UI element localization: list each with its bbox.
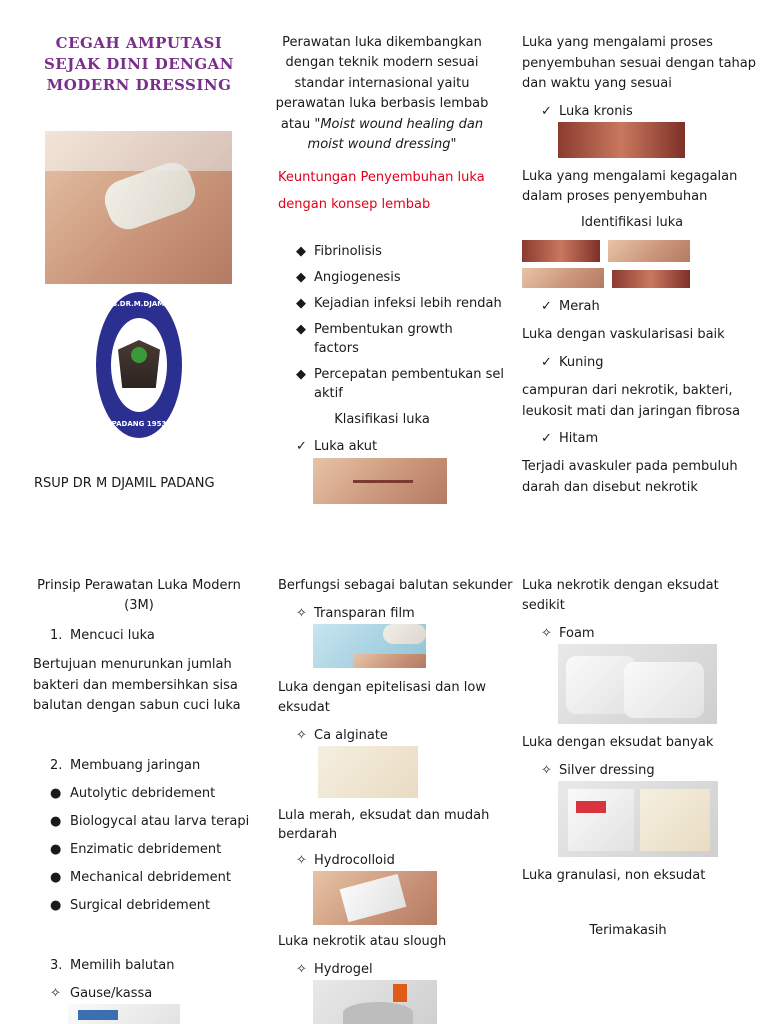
benefit-item: Angiogenesis <box>314 270 401 285</box>
klasifikasi-heading: Klasifikasi luka <box>334 412 430 427</box>
balutan-sekunder: Berfungsi sebagai balutan sekunder <box>278 578 513 593</box>
step1-desc: bakteri dan membersihkan sisa <box>33 678 238 693</box>
benefit-item: Pembentukan growth <box>314 322 453 337</box>
kuning-desc: campuran dari nekrotik, bakteri, <box>522 383 733 398</box>
lula-merah-desc: Lula merah, eksudat dan mudah <box>278 808 490 823</box>
dressing-transparan: Transparan film <box>314 606 415 621</box>
check-icon: ✓ <box>541 299 552 314</box>
logo-text-bottom: PADANG 1953 <box>111 420 167 428</box>
epitel-desc: Luka dengan epitelisasi dan low <box>278 680 486 695</box>
benefit-item: Kejadian infeksi lebih rendah <box>314 296 502 311</box>
step1-desc: Bertujuan menurunkan jumlah <box>33 657 232 672</box>
wound-color-kuning: Kuning <box>559 355 604 370</box>
benefit-item: factors <box>314 341 359 356</box>
intro-line: perawatan luka berbasis lembab <box>275 96 489 111</box>
intro-line: standar internasional yaitu <box>294 76 470 91</box>
dressing-alginate: Ca alginate <box>314 728 388 743</box>
kegagalan-desc: Luka yang mengalami kegagalan <box>522 169 738 184</box>
hydrocolloid-photo <box>313 871 437 925</box>
check-icon: ✓ <box>541 104 552 119</box>
wound-photo-2 <box>608 240 690 262</box>
star-bullet-icon: ✧ <box>296 728 307 743</box>
foam-photo <box>558 644 717 724</box>
debridement-item: Enzimatic debridement <box>70 842 222 857</box>
check-icon: ✓ <box>296 439 307 454</box>
hospital-name: RSUP DR M DJAMIL PADANG <box>34 476 215 491</box>
hydrogel-photo <box>313 980 437 1024</box>
check-icon: ✓ <box>541 431 552 446</box>
silver-dressing-photo <box>558 781 718 857</box>
debridement-item: Autolytic debridement <box>70 786 216 801</box>
star-bullet-icon: ✧ <box>296 962 307 977</box>
proses-desc: Luka yang mengalami proses <box>522 35 713 50</box>
luka-kronis: Luka kronis <box>559 104 633 119</box>
proses-desc: penyembuhan sesuai dengan tahap <box>522 56 757 71</box>
nekrotik-eksudat: Luka nekrotik dengan eksudat <box>522 578 719 593</box>
step-mencuci-luka: Mencuci luka <box>70 628 155 643</box>
kuning-desc: leukosit mati dan jaringan fibrosa <box>522 404 741 419</box>
transparent-film-photo <box>313 624 426 668</box>
lula-merah-desc: berdarah <box>278 827 338 842</box>
debridement-item: Mechanical debridement <box>70 870 231 885</box>
benefit-item: Fibrinolisis <box>314 244 382 259</box>
dot-bullet-icon: ● <box>50 870 62 885</box>
step1-desc: balutan dengan sabun cuci luka <box>33 698 241 713</box>
star-bullet-icon: ✧ <box>541 626 552 641</box>
benefit-item: aktif <box>314 386 343 401</box>
dot-bullet-icon: ● <box>50 814 62 829</box>
wound-care-photo <box>45 131 232 284</box>
wound-photo-1 <box>522 240 600 262</box>
step-memilih-balutan: Memilih balutan <box>70 958 175 973</box>
diamond-bullet-icon: ◆ <box>296 244 306 259</box>
dot-bullet-icon: ● <box>50 898 62 913</box>
dressing-gauze: Gause/kassa <box>70 986 153 1001</box>
hitam-desc: darah dan disebut nekrotik <box>522 480 698 495</box>
proses-desc: dan waktu yang sesuai <box>522 76 672 91</box>
step-number: 2. <box>50 758 63 773</box>
step-membuang-jaringan: Membuang jaringan <box>70 758 201 773</box>
dressing-foam: Foam <box>559 626 595 641</box>
acute-wound-photo <box>313 458 447 504</box>
intro-line: dengan teknik modern sesuai <box>285 55 479 70</box>
brochure-title <box>30 33 248 96</box>
alginate-photo <box>318 746 418 798</box>
diamond-bullet-icon: ◆ <box>296 270 306 285</box>
benefit-item: Percepatan pembentukan sel <box>314 367 504 382</box>
intro-line: Perawatan luka dikembangkan <box>282 35 482 50</box>
keuntungan-heading: dengan konsep lembab <box>278 197 431 212</box>
diamond-bullet-icon: ◆ <box>296 322 306 337</box>
epitel-desc: eksudat <box>278 700 330 715</box>
nekrotik-slough: Luka nekrotik atau slough <box>278 934 447 949</box>
chronic-wound-photo <box>558 122 685 158</box>
wound-color-hitam: Hitam <box>559 431 599 446</box>
title-line: MODERN DRESSING <box>46 76 232 94</box>
step-number: 1. <box>50 628 63 643</box>
gauze-photo <box>68 1004 180 1024</box>
dressing-silver: Silver dressing <box>559 763 655 778</box>
identifikasi-heading: Identifikasi luka <box>580 215 684 230</box>
wound-photo-4 <box>612 270 690 288</box>
step-number: 3. <box>50 958 63 973</box>
hitam-desc: Terjadi avaskuler pada pembuluh <box>522 459 738 474</box>
nekrotik-eksudat: sedikit <box>522 598 565 613</box>
luka-akut: Luka akut <box>314 439 378 454</box>
dressing-hydrogel: Hydrogel <box>314 962 373 977</box>
dressing-hydrocolloid: Hydrocolloid <box>314 853 395 868</box>
star-bullet-icon: ✧ <box>50 986 61 1001</box>
debridement-item: Biologycal atau larva terapi <box>70 814 250 829</box>
wound-photo-3 <box>522 268 604 288</box>
intro-line-italic: moist wound dressing" <box>307 137 457 152</box>
logo-text-top: RS.DR.M.DJAMIL <box>106 300 172 308</box>
keuntungan-heading: Keuntungan Penyembuhan luka <box>278 170 485 185</box>
prinsip-title-1: Prinsip Perawatan Luka Modern <box>37 578 241 593</box>
wound-color-merah: Merah <box>559 299 600 314</box>
diamond-bullet-icon: ◆ <box>296 296 306 311</box>
merah-desc: Luka dengan vaskularisasi baik <box>522 327 725 342</box>
diamond-bullet-icon: ◆ <box>296 367 306 382</box>
terimakasih: Terimakasih <box>589 923 667 938</box>
star-bullet-icon: ✧ <box>296 853 307 868</box>
intro-line-italic: atau "Moist wound healing dan <box>280 117 484 132</box>
granulasi-desc: Luka granulasi, non eksudat <box>522 868 706 883</box>
star-bullet-icon: ✧ <box>541 763 552 778</box>
dot-bullet-icon: ● <box>50 842 62 857</box>
prinsip-title-2: (3M) <box>124 598 154 613</box>
title-line: CEGAH AMPUTASI <box>55 34 223 52</box>
eksudat-banyak: Luka dengan eksudat banyak <box>522 735 714 750</box>
debridement-item: Surgical debridement <box>70 898 211 913</box>
dot-bullet-icon: ● <box>50 786 62 801</box>
star-bullet-icon: ✧ <box>296 606 307 621</box>
check-icon: ✓ <box>541 355 552 370</box>
title-line: SEJAK DINI DENGAN <box>43 55 235 73</box>
kegagalan-desc: dalam proses penyembuhan <box>522 189 708 204</box>
